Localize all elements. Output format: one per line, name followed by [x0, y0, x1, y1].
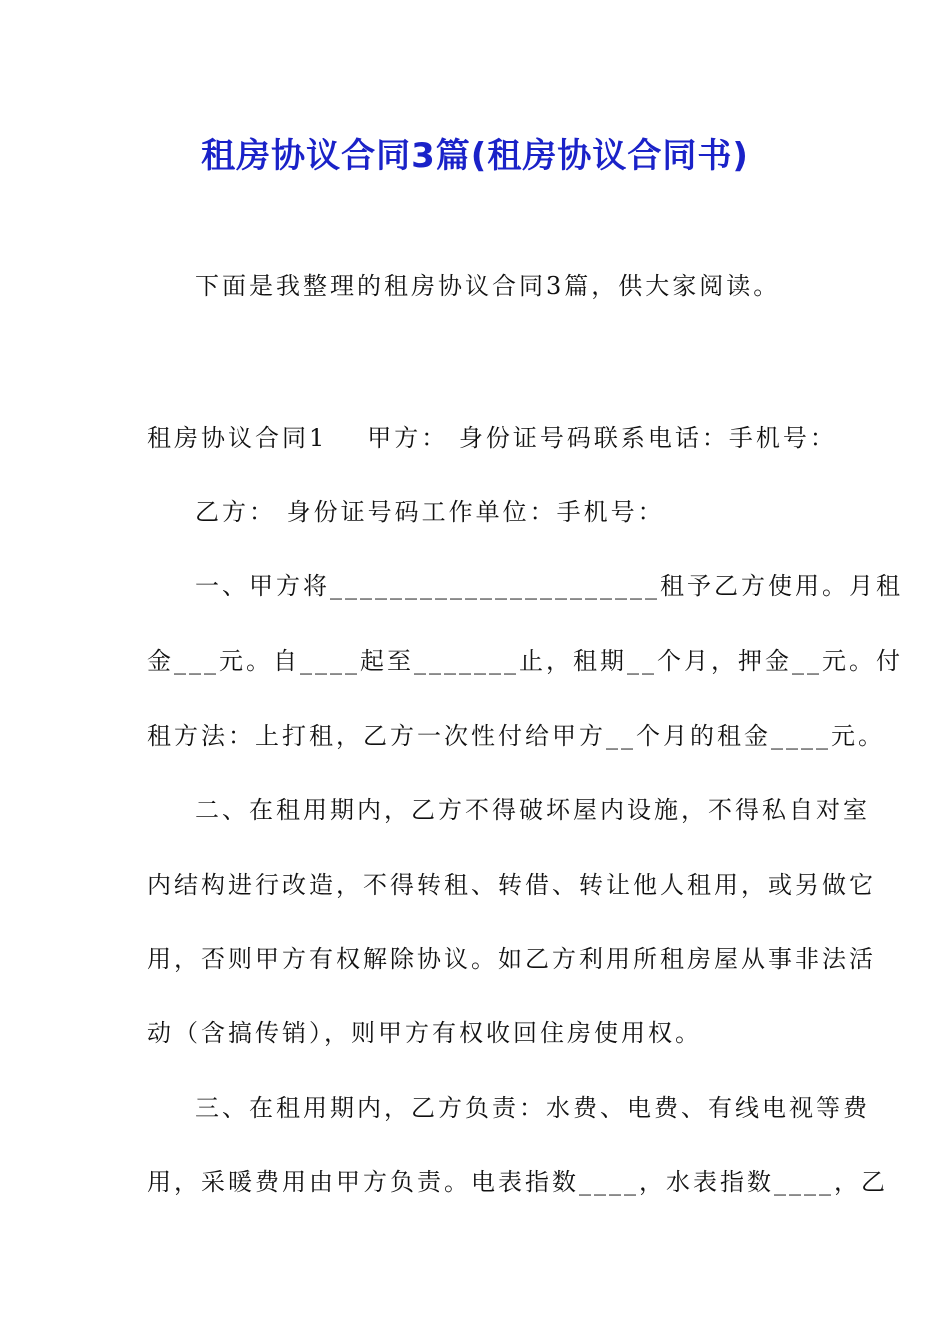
contract-heading: 租房协议合同1 — [147, 424, 328, 452]
clause-2-line-1: 二、在租用期内，乙方不得破坏屋内设施，不得私自对室 — [195, 796, 870, 824]
clause-1-line-3: 租方法：上打租，乙方一次性付给甲方__个月的租金____元。 — [147, 722, 885, 750]
clause-2-line-2: 内结构进行改造，不得转租、转借、转让他人租用，或另做它 — [147, 871, 876, 899]
clause-2-line-4: 动（含搞传销），则甲方有权收回住房使用权。 — [147, 1019, 702, 1047]
document-title: 租房协议合同3篇(租房协议合同书) — [201, 136, 749, 176]
clause-1-line-1: 一、甲方将______________________租予乙方使用。月租 — [195, 572, 903, 600]
clause-3-line-1: 三、在租用期内，乙方负责：水费、电费、有线电视等费 — [195, 1094, 870, 1122]
party-b-line: 乙方： 身份证号码工作单位：手机号： — [195, 498, 665, 526]
contract-header-line — [147, 422, 837, 454]
clause-2-line-3: 用，否则甲方有权解除协议。如乙方利用所租房屋从事非法活 — [147, 945, 876, 973]
intro-paragraph: 下面是我整理的租房协议合同3篇，供大家阅读。 — [195, 272, 781, 300]
clause-1-line-2: 金___元。自____起至_______止，租期__个月，押金__元。付 — [147, 647, 903, 675]
clause-3-line-2: 用，采暖费用由甲方负责。电表指数____，水表指数____，乙 — [147, 1168, 888, 1196]
party-a-line: 甲方： 身份证号码联系电话：手机号： — [367, 424, 837, 452]
